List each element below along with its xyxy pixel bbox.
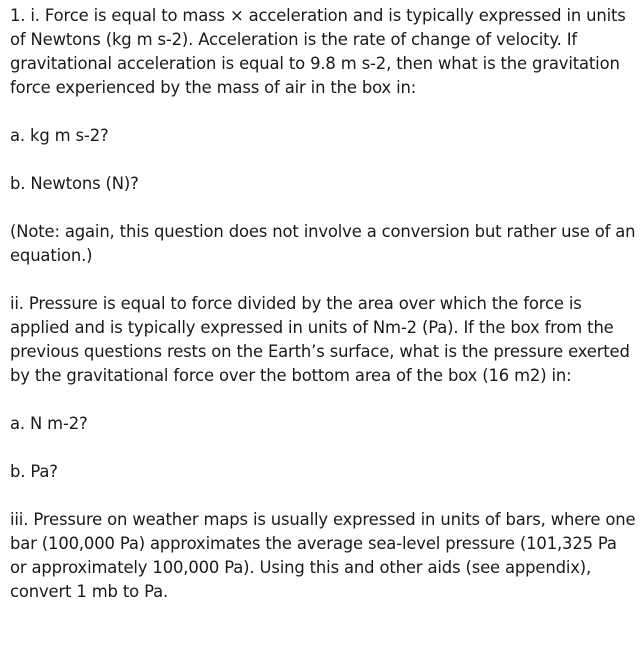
question-1i-note: (Note: again, this question does not involve a conversion but rather use of an equation.) [10, 222, 636, 265]
document-body [10, 4, 636, 604]
question-1iii-text: iii. Pressure on weather maps is usually expressed in units of bars, where one bar (100,000 Pa) approximates the average sea-level pressure (101,325 Pa or approximately 100,000 Pa). Using this and other aids (see appendix), convert 1 mb to Pa. [10, 510, 636, 601]
question-1i-text: 1. i. Force is equal to mass × acceleration and is typically expressed in units of Newtons (kg m s-2). Acceleration is the rate of change of velocity. If gravitational acceleration is equal to 9.8 m s-2, then what is the gravitation force experienced by the mass of air in the box in: [10, 6, 626, 97]
question-1i-part-a: a. kg m s-2? [10, 126, 109, 145]
question-1ii-part-a: a. N m-2? [10, 414, 88, 433]
question-1i-part-b: b. Newtons (N)? [10, 174, 139, 193]
question-1ii-text: ii. Pressure is equal to force divided by the area over which the force is applied and is typically expressed in units of Nm-2 (Pa). If the box from the previous questions rests on the Earth’s surface, what is the pressure exerted by the gravitational force over the bottom area of the box (16 m2) in: [10, 294, 630, 385]
question-1ii-part-b: b. Pa? [10, 462, 58, 481]
